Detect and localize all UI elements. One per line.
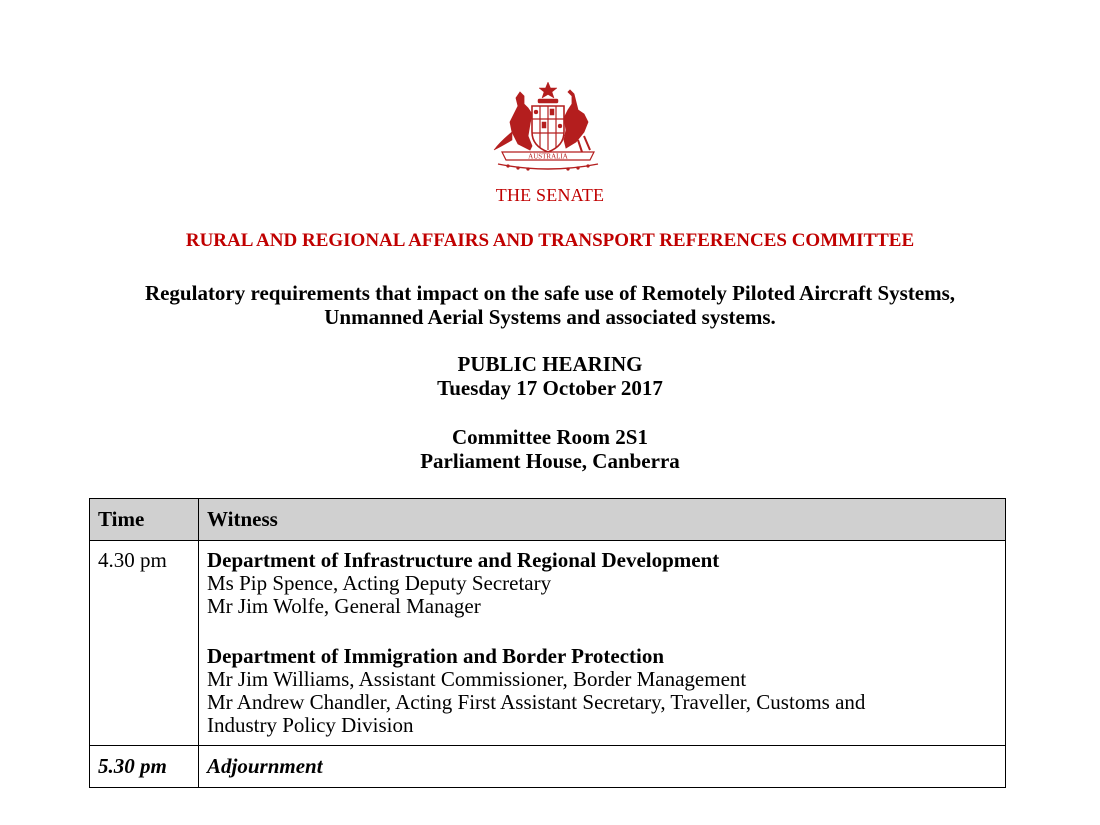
witness-entry: Mr Andrew Chandler, Acting First Assistant Secretary, Traveller, Customs and <box>207 690 866 714</box>
witness-entry: Mr Jim Wolfe, General Manager <box>207 594 481 618</box>
hearing-info <box>0 352 1100 400</box>
organisation-name: Department of Immigration and Border Protection <box>207 644 665 668</box>
venue-info <box>0 425 1100 473</box>
kangaroo-icon <box>510 92 532 150</box>
table-header-row <box>90 499 1006 541</box>
inquiry-title <box>0 281 1100 329</box>
witness-entry: Industry Policy Division <box>207 713 414 737</box>
organisation-name: Department of Infrastructure and Regional Development <box>207 548 720 572</box>
witness-entry: Mr Jim Williams, Assistant Commissioner, Border Management <box>207 667 747 691</box>
star-icon <box>539 82 557 98</box>
program-table <box>89 498 1006 788</box>
coat-of-arms-logo <box>488 80 608 172</box>
venue-room: Committee Room 2S1 <box>452 425 648 449</box>
agenda-item: Adjournment <box>199 746 1006 788</box>
inquiry-line-2: Unmanned Aerial Systems and associated systems. <box>324 305 776 329</box>
spacer <box>207 618 997 645</box>
hearing-type: PUBLIC HEARING <box>457 352 643 376</box>
witness-entry: Ms Pip Spence, Acting Deputy Secretary <box>207 571 552 595</box>
time-cell: 4.30 pm <box>90 541 199 746</box>
column-header-witness: Witness <box>199 499 1006 541</box>
witness-cell <box>199 541 1006 746</box>
column-header-time: Time <box>90 499 199 541</box>
table-row <box>90 746 1006 788</box>
inquiry-line-1: Regulatory requirements that impact on the safe use of Remotely Piloted Aircraft Systems, <box>144 281 956 305</box>
committee-title: RURAL AND REGIONAL AFFAIRS AND TRANSPORT REFERENCES COMMITTEE <box>185 230 915 251</box>
chamber-title: THE SENATE <box>495 185 605 205</box>
hearing-date: Tuesday 17 October 2017 <box>437 376 663 400</box>
table-row <box>90 541 1006 746</box>
venue-location: Parliament House, Canberra <box>420 449 680 473</box>
time-cell: 5.30 pm <box>90 746 199 788</box>
crest-banner-text: AUSTRALIA <box>528 152 568 161</box>
